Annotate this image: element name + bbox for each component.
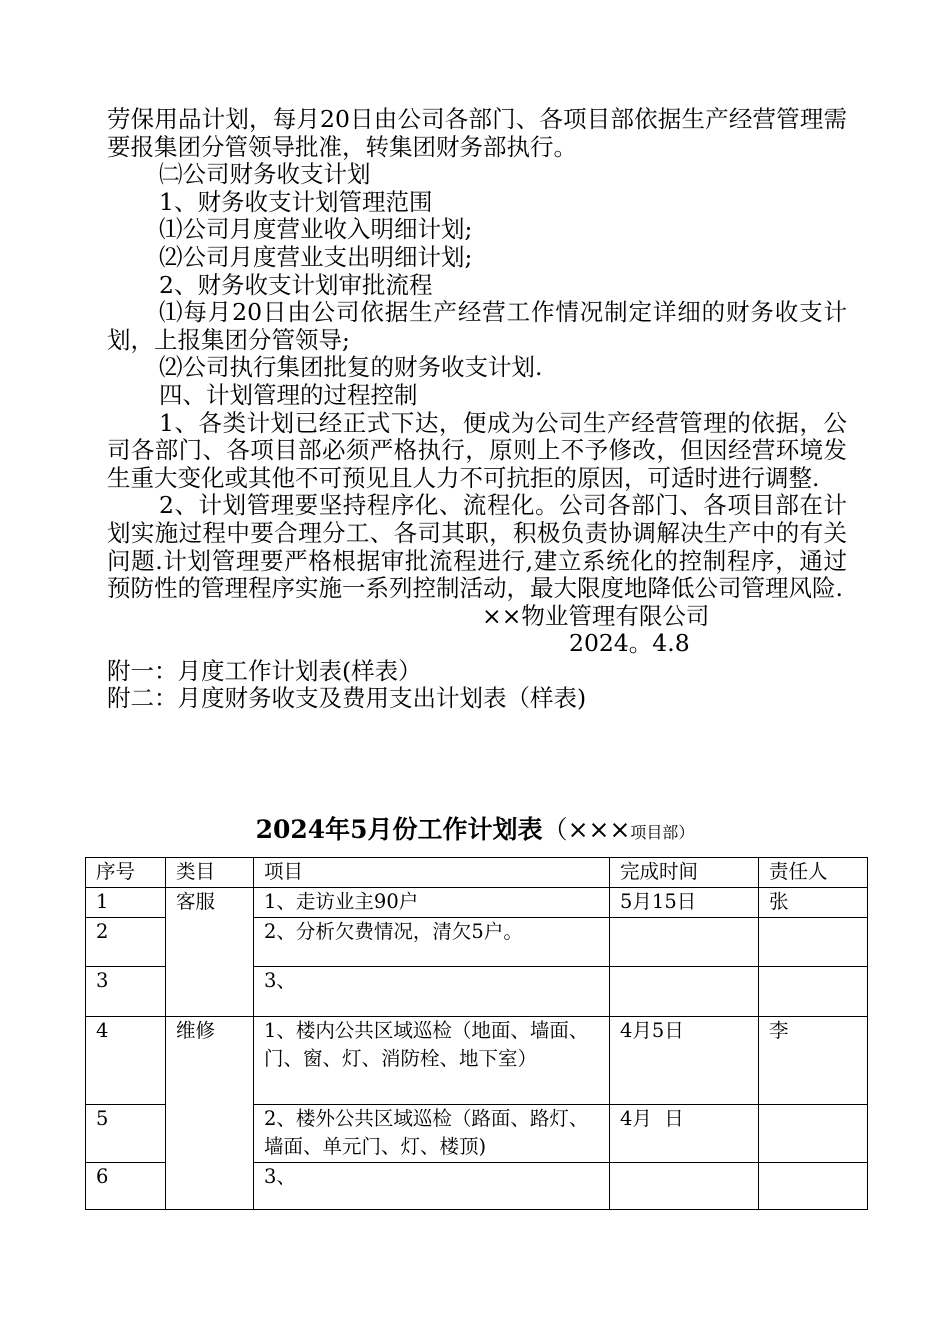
header-owner: 责任人 <box>759 858 868 888</box>
appendix-2: 附二：月度财务收支及费用支出计划表（样表) <box>107 684 587 713</box>
cell-item: 1、楼内公共区域巡检（地面、墙面、门、窗、灯、消防栓、地下室） <box>254 1017 610 1105</box>
cell-owner <box>759 1163 868 1210</box>
list-item-execute-plan: ⑵公司执行集团批复的财务收支计划. <box>159 353 543 382</box>
table-title-suffix-small: 项目部） <box>630 823 695 842</box>
table-row <box>86 888 868 918</box>
table-title-suffix <box>543 815 695 844</box>
list-item-income-plan: ⑴公司月度营业收入明细计划; <box>159 215 473 244</box>
cell-item: 2、楼外公共区域巡检（路面、路灯、墙面、单元门、灯、楼顶) <box>254 1105 610 1163</box>
cell-number: 2 <box>86 918 166 967</box>
cell-time <box>610 967 759 1017</box>
cell-time <box>610 1163 759 1210</box>
subheading-scope: 1、财务收支计划管理范围 <box>159 187 433 216</box>
table-title <box>0 812 950 851</box>
header-completion-time: 完成时间 <box>610 858 759 888</box>
header-number: 序号 <box>86 858 166 888</box>
cell-number: 6 <box>86 1163 166 1210</box>
table-title-main: 2024年5月份工作计划表 <box>255 815 543 844</box>
list-item-expense-plan: ⑵公司月度营业支出明细计划; <box>159 242 473 271</box>
cell-time: 4月5日 <box>610 1017 759 1105</box>
subheading-approval-flow: 2、财务收支计划审批流程 <box>159 270 433 299</box>
cell-owner: 张 <box>759 888 868 918</box>
cell-owner <box>759 967 868 1017</box>
signature-date: 2024。4.8 <box>569 629 690 658</box>
cell-number: 1 <box>86 888 166 918</box>
cell-item: 3、 <box>254 967 610 1017</box>
cell-time: 5月15日 <box>610 888 759 918</box>
appendix-1: 附一：月度工作计划表(样表） <box>107 656 422 685</box>
cell-item: 2、分析欠费情况，清欠5户。 <box>254 918 610 967</box>
cell-number: 5 <box>86 1105 166 1163</box>
paragraph-control-1: 1、各类计划已经正式下达，便成为公司生产经营管理的依据，公司各部门、各项目部必须严格执行，原则上不予修改，但因经营环境发生重大变化或其他不可预见且人力不可抗拒的原因，可适时进行调整. <box>107 408 847 492</box>
cell-owner <box>759 918 868 967</box>
table-title-suffix-open: （××× <box>542 815 631 844</box>
paragraph-labor-supplies: 劳保用品计划，每月20日由公司各部门、各项目部依据生产经营管理需要报集团分管领导批准，转集团财务部执行。 <box>107 105 847 161</box>
cell-time <box>610 918 759 967</box>
cell-category: 维修 <box>166 1017 254 1210</box>
cell-number: 3 <box>86 967 166 1017</box>
cell-item: 1、走访业主90户 <box>254 888 610 918</box>
cell-time: 4月 日 <box>610 1105 759 1163</box>
heading-finance-plan: ㈡公司财务收支计划 <box>159 160 371 189</box>
work-plan-table <box>85 857 868 1210</box>
signature-company: ××物业管理有限公司 <box>482 601 710 630</box>
cell-number: 4 <box>86 1017 166 1105</box>
cell-category: 客服 <box>166 888 254 1017</box>
cell-owner <box>759 1105 868 1163</box>
header-category: 类目 <box>166 858 254 888</box>
cell-item: 3、 <box>254 1163 610 1210</box>
list-item-monthly-plan: ⑴每月20日由公司依据生产经营工作情况制定详细的财务收支计划，上报集团分管领导; <box>107 298 847 354</box>
heading-process-control: 四、计划管理的过程控制 <box>159 380 418 409</box>
cell-owner: 李 <box>759 1017 868 1105</box>
header-item: 项目 <box>254 858 610 888</box>
table-row <box>86 1017 868 1105</box>
paragraph-control-2: 2、计划管理要坚持程序化、流程化。公司各部门、各项目部在计划实施过程中要合理分工、各司其职，积极负责协调解决生产中的有关问题.计划管理要严格根据审批流程进行,建立系统化的控制程序，通过预防性的管理程序实施一系列控制活动，最大限度地降低公司管理风险. <box>107 491 847 603</box>
table-header-row <box>86 858 868 888</box>
document-body <box>107 106 847 713</box>
